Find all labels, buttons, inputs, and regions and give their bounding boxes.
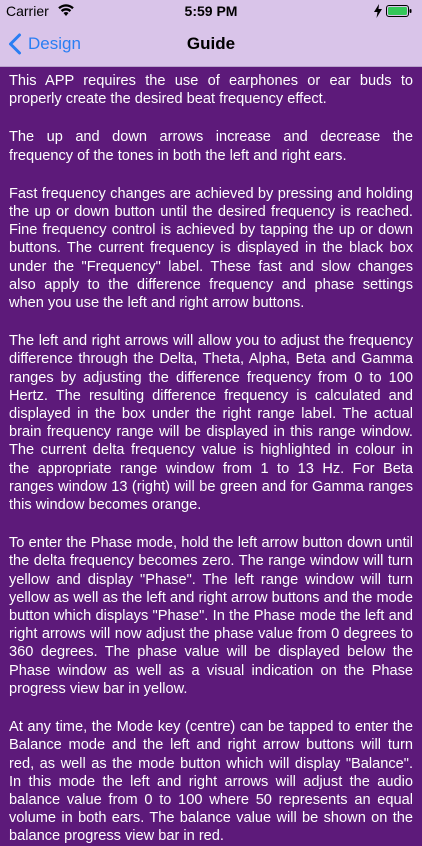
carrier-label: Carrier bbox=[6, 3, 49, 19]
guide-paragraph: At any time, the Mode key (centre) can be tapped to enter the Balance mode and the left and right arrow buttons will turn red, as well as the mode button which will display "Balance". In this mode the left and right arrows will adjust the audio balance value from 0 to 100 where 50 represents an equal volume in both ears. The balance value will be shown on the balance progress view bar in red. bbox=[9, 719, 413, 845]
guide-paragraph: The left and right arrows will allow you to adjust the frequency difference through the Delta, Theta, Alpha, Beta and Gamma ranges by adjusting the difference frequency from 0 to 100 Hertz. The resulting difference frequency is calculated and displayed in the box under the right range label. The actual brain frequency range will be displayed in this range window. The current delta frequency value is highlighted in colour in the appropriate range window from 1 to 13 Hz. For Beta ranges window 13 (right) will be green and for Gamma ranges this window becomes orange. bbox=[9, 333, 413, 514]
status-time: 5:59 PM bbox=[184, 3, 238, 19]
back-button-label: Design bbox=[28, 34, 81, 53]
page-title: Guide bbox=[186, 34, 236, 53]
guide-paragraph: The up and down arrows increase and decrease the frequency of the tones in both the left and right ears. bbox=[9, 129, 413, 164]
guide-paragraph: This APP requires the use of earphones or ear buds to properly create the desired beat frequency effect. bbox=[9, 73, 413, 108]
battery-icon bbox=[386, 5, 412, 17]
status-bar bbox=[0, 0, 422, 22]
charging-icon bbox=[374, 4, 382, 18]
guide-text-view[interactable] bbox=[0, 67, 422, 845]
guide-paragraph: Fast frequency changes are achieved by pressing and holding the up or down button until the desired frequency is reached. Fine frequency control is achieved by tapping the up or down buttons. The current frequency is displayed in the black box under the "Frequency" label. These fast and slow changes also apply to the difference frequency and phase settings when you use the left and right arrow buttons. bbox=[9, 185, 413, 312]
guide-paragraph: To enter the Phase mode, hold the left arrow button down until the delta frequency becomes zero. The range window will turn yellow and display "Phase". The left range window will turn yellow as well as the left and right arrow buttons and the mode button which displays "Phase". In the Phase mode the left and right arrows will now adjust the phase value from 0 degrees to 360 degrees. The phase value will be displayed below the Phase window as well as a visual indication on the Phase progress view bar in yellow. bbox=[9, 535, 413, 697]
navigation-bar bbox=[0, 22, 422, 67]
